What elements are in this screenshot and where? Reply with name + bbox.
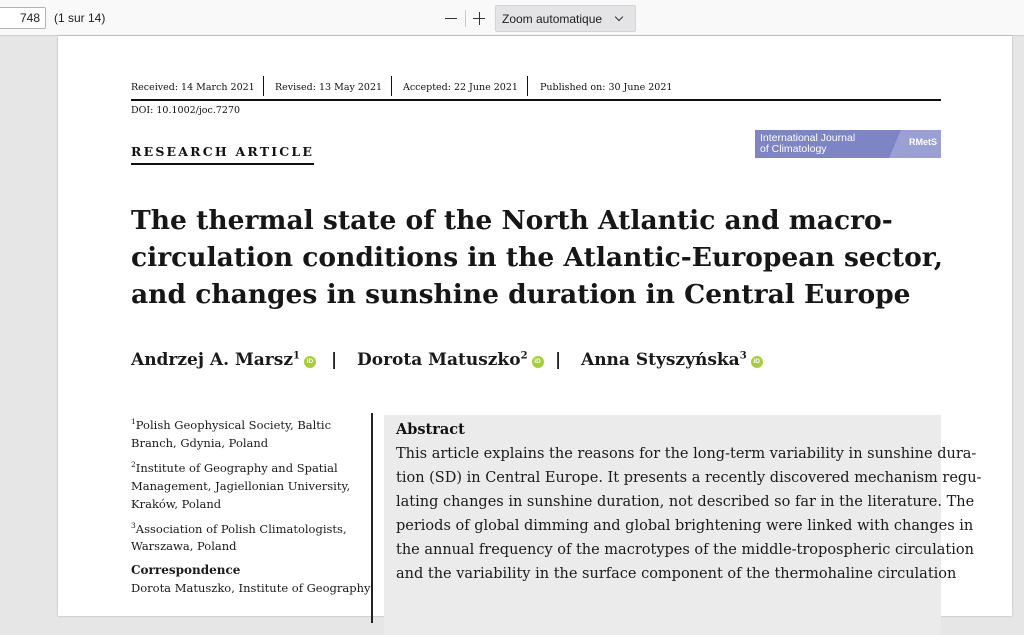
author-name: Anna Styszyńska [581, 350, 740, 370]
affiliation-text: Association of Polish Climatologists, Warszawa, Poland [131, 521, 347, 554]
journal-logo [755, 130, 941, 158]
orcid-icon[interactable]: iD [751, 356, 763, 368]
article-title: The thermal state of the North Atlantic and macro-circulation conditions in the Atlantic-European sector, and changes in sunshine duration in Central Europe [131, 205, 944, 310]
affiliation-number: 3 [131, 520, 136, 530]
article-type: RESEARCH ARTICLE [131, 144, 314, 165]
affiliation-number: 2 [131, 459, 136, 469]
author-1 [131, 350, 316, 370]
page-number-input[interactable]: 748 [0, 7, 46, 29]
abstract-line: This article explains the reasons for the long-term variability in sunshine dura- [396, 446, 977, 462]
author-name: Andrzej A. Marsz [131, 350, 293, 370]
affiliation-3 [131, 517, 366, 556]
page-count-label: (1 sur 14) [54, 11, 106, 25]
column-divider [371, 413, 373, 623]
correspondence-text: Dorota Matuszko, Institute of Geography [131, 581, 371, 595]
affiliation-1 [131, 413, 366, 452]
affiliation-text: Polish Geophysical Society, Baltic Branch, Gdynia, Poland [131, 417, 332, 450]
zoom-out-button[interactable] [438, 5, 464, 31]
orcid-icon[interactable]: iD [532, 356, 544, 368]
abstract-line: and the variability in the surface component of the thermohaline circulation [396, 566, 957, 582]
orcid-icon[interactable]: iD [304, 356, 316, 368]
abstract-line: lating changes in sunshine duration, not described so far in the literature. The [396, 494, 975, 510]
zoom-select[interactable] [495, 5, 636, 32]
published-date: Published on: 30 June 2021 [540, 82, 673, 93]
author-3 [581, 350, 763, 370]
doi: DOI: 10.1002/joc.7270 [131, 105, 241, 116]
abstract-line: periods of global dimming and global brightening were linked with changes in [396, 518, 974, 534]
accepted-date: Accepted: 22 June 2021 [403, 82, 518, 93]
rmets-badge: RMetS [908, 137, 937, 147]
affiliations [131, 413, 366, 559]
abstract-box [384, 415, 982, 635]
received-date: Received: 14 March 2021 [131, 82, 255, 93]
affiliation-marker: 2 [520, 350, 528, 362]
meta-divider [527, 76, 528, 96]
journal-name-line1: International Journal [760, 132, 856, 144]
affiliation-2 [131, 456, 366, 513]
abstract-heading: Abstract [396, 421, 465, 438]
zoom-in-button[interactable] [466, 5, 492, 31]
meta-divider [263, 76, 264, 96]
author-separator: | [555, 350, 562, 370]
author-separator: | [331, 350, 338, 370]
revised-date: Revised: 13 May 2021 [275, 82, 383, 93]
pdf-viewer-toolbar [0, 0, 1024, 36]
zoom-select-label: Zoom automatique [502, 12, 603, 26]
chevron-down-icon [615, 13, 623, 21]
affiliation-number: 1 [131, 417, 136, 426]
abstract-line: tion (SD) in Central Europe. It presents a recently discovered mechanism regu- [396, 470, 982, 486]
meta-divider [391, 76, 392, 96]
affiliation-marker: 3 [739, 350, 747, 362]
journal-name-line2: of Climatology [760, 143, 827, 155]
abstract-line: the annual frequency of the macrotypes of the middle-tropospheric circulation [396, 542, 974, 558]
correspondence-heading: Correspondence [131, 563, 241, 577]
header-rule [131, 99, 941, 101]
affiliation-text: Institute of Geography and Spatial Management, Jagiellonian University, Kraków, Poland [131, 460, 351, 511]
journal-name [760, 133, 855, 155]
author-2 [357, 350, 544, 370]
affiliation-marker: 1 [292, 350, 300, 362]
pdf-page [58, 36, 1012, 616]
author-name: Dorota Matuszko [357, 350, 521, 370]
